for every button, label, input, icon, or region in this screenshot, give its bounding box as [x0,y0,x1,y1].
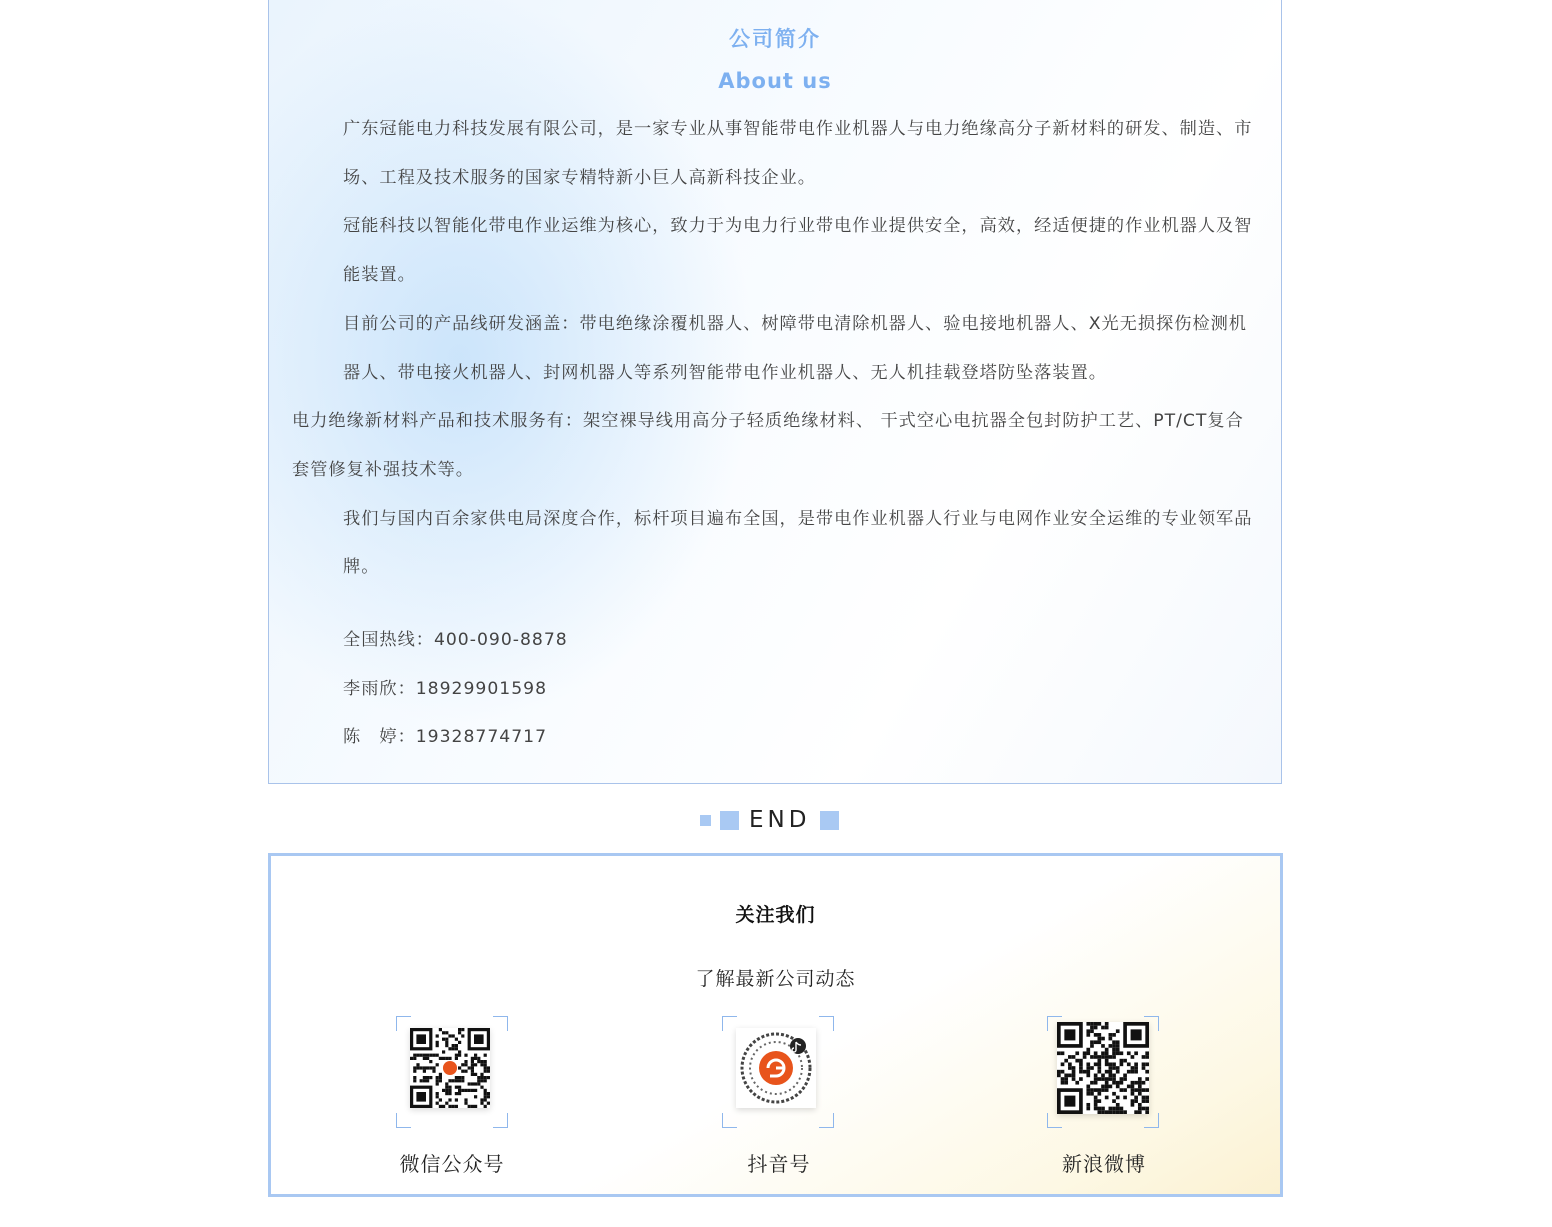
end-divider [700,806,839,834]
weibo-qr-frame[interactable] [1047,1016,1159,1128]
douyin-qr-frame[interactable] [722,1016,834,1128]
about-paragraph-2: 冠能科技以智能化带电作业运维为核心，致力于为电力行业带电作业提供安全，高效，经适便捷的作业机器人及智能装置。 [343,216,1253,286]
square-large-icon [720,811,739,830]
wechat-label: 微信公众号 [399,1152,505,1176]
about-card [268,0,1282,784]
about-paragraph-3: 目前公司的产品线研发涵盖：带电绝缘涂覆机器人、树障带电清除机器人、验电接地机器人、X光无损探伤检测机器人、带电接火机器人、封网机器人等系列智能带电作业机器人、无人机挂载登塔防坠落装置。 [343,313,1247,383]
weibo-label: 新浪微博 [1062,1152,1146,1176]
square-large-icon [820,811,839,830]
about-paragraph-5: 我们与国内百余家供电局深度合作，标杆项目遍布全国，是带电作业机器人行业与电网作业安全运维的专业领军品牌。 [343,508,1253,578]
about-body [292,105,1260,762]
wechat-qr-code-icon [410,1028,490,1108]
weibo-qr-code-icon [1057,1022,1149,1114]
about-title: 公司简介 [729,27,821,51]
follow-us-card [268,853,1283,1197]
follow-subtitle: 了解最新公司动态 [695,968,856,990]
about-subtitle: About us [718,69,832,93]
douyin-qr-code-icon [736,1028,816,1108]
contact-list [292,616,1260,762]
contact-person-1: 李雨欣：18929901598 [343,678,548,699]
follow-title: 关注我们 [735,904,816,926]
about-paragraph-1: 广东冠能电力科技发展有限公司，是一家专业从事智能带电作业机器人与电力绝缘高分子新材料的研发、制造、市场、工程及技术服务的国家专精特新小巨人高新科技企业。 [343,119,1253,188]
about-paragraph-4: 电力绝缘新材料产品和技术服务有：架空裸导线用高分子轻质绝缘材料、 干式空心电抗器全包封防护工艺、PT/CT复合套管修复补强技术等。 [292,411,1244,480]
contact-person-2: 陈 婷：19328774717 [343,727,548,748]
end-label: END [749,807,811,833]
contact-hotline: 全国热线：400-090-8878 [343,630,568,651]
square-small-icon [700,815,711,826]
wechat-qr-frame[interactable] [396,1016,508,1128]
douyin-label: 抖音号 [747,1152,811,1176]
